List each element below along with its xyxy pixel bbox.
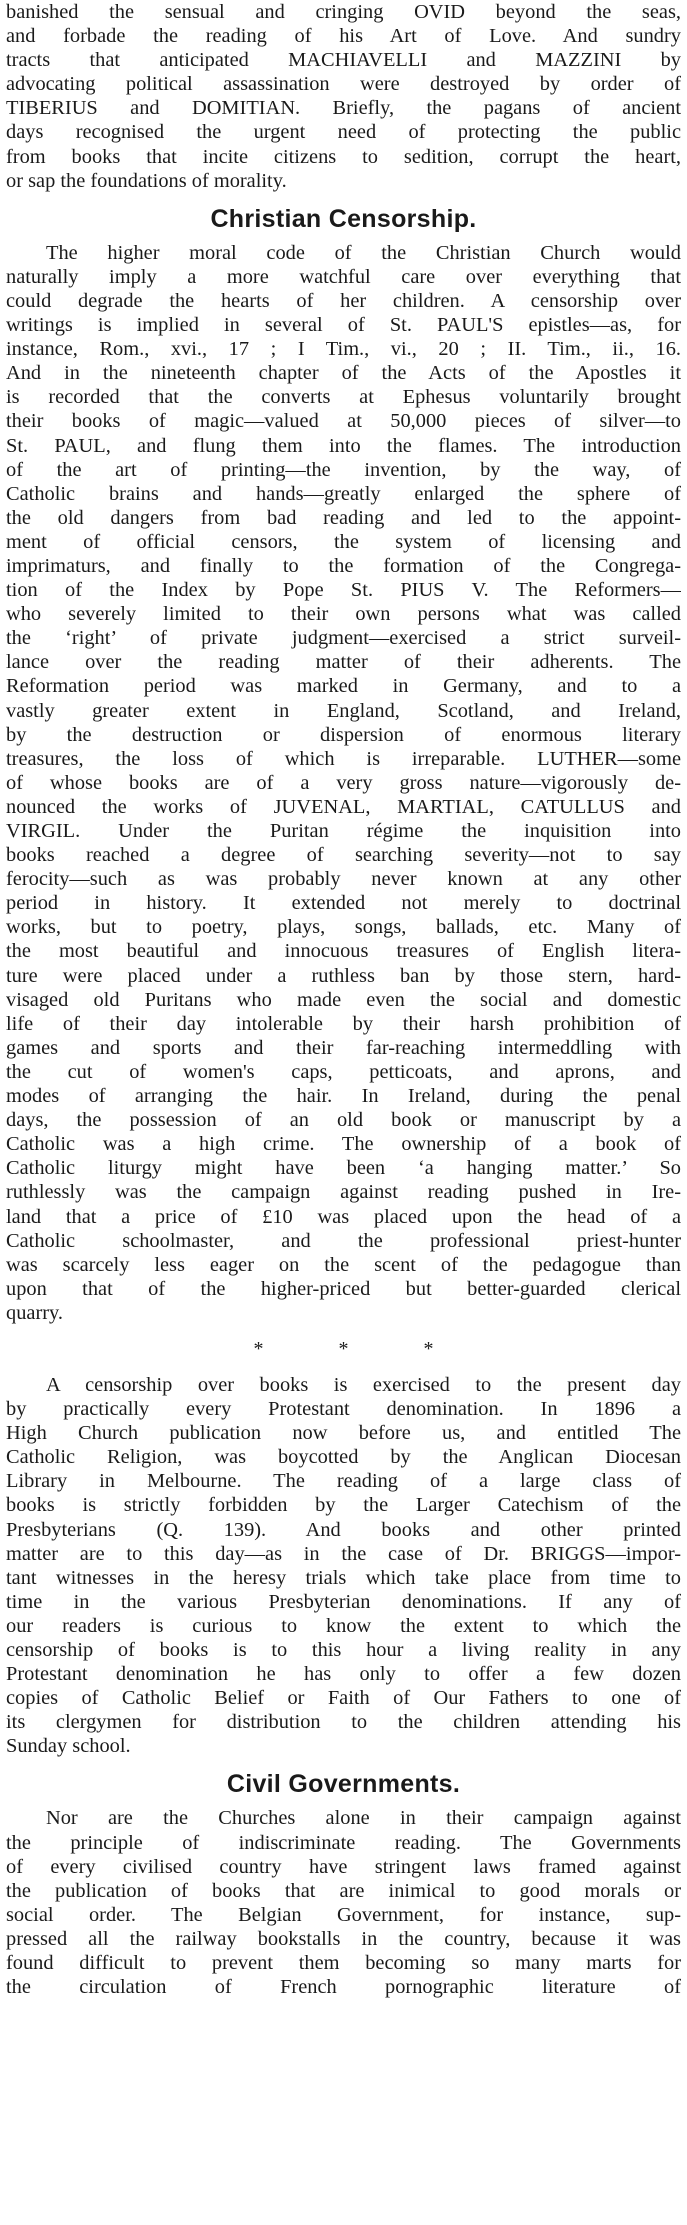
text-line: was scarcely less eager on the scent of the pedagogue than bbox=[6, 1253, 681, 1276]
text-line: Sunday school. bbox=[6, 1735, 131, 1758]
text-line: lance over the reading matter of their adherents. The bbox=[6, 651, 681, 674]
text-line: Catholic was a high crime. The ownership of a book of bbox=[6, 1133, 681, 1156]
text-line: naturally imply a more watchful care over everything that bbox=[6, 265, 681, 288]
text-line: its clergymen for distribution to the children attending his bbox=[6, 1711, 681, 1734]
text-line: Nor are the Churches alone in their campaign against bbox=[46, 1807, 681, 1830]
text-line: from books that incite citizens to sedition, corrupt the heart, bbox=[6, 145, 681, 168]
text-line: quarry. bbox=[6, 1301, 63, 1324]
text-line: days recognised the urgent need of protecting the public bbox=[6, 121, 681, 144]
text-line: banished the sensual and cringing OVID beyond the seas, bbox=[6, 1, 681, 23]
text-line: ferocity—such as was probably never known at any other bbox=[6, 868, 681, 891]
text-line: nounced the works of JUVENAL, MARTIAL, CATULLUS and bbox=[6, 795, 681, 818]
text-line: Catholic brains and hands—greatly enlarged the sphere of bbox=[6, 482, 681, 505]
text-line: and forbade the reading of his Art of Love. And sundry bbox=[6, 25, 681, 48]
text-line: the most beautiful and innocuous treasures of English litera- bbox=[6, 940, 681, 963]
text-line: the old dangers from bad reading and led to the appoint- bbox=[6, 506, 681, 529]
text-line: period in history. It extended not merely to doctrinal bbox=[6, 892, 681, 915]
text-line: TIBERIUS and DOMITIAN. Briefly, the pagans of ancient bbox=[6, 97, 681, 120]
text-line: life of their day intolerable by their harsh prohibition of bbox=[6, 1012, 681, 1035]
text-line: social order. The Belgian Government, for instance, sup- bbox=[6, 1903, 681, 1926]
text-line: treasures, the loss of which is irreparable. LUTHER—some bbox=[6, 747, 681, 770]
text-line: the ‘right’ of private judgment—exercised a strict surveil- bbox=[6, 627, 681, 650]
text-line: Reformation period was marked in Germany, and to a bbox=[6, 675, 681, 698]
text-line: games and sports and their far-reaching intermeddling with bbox=[6, 1036, 681, 1059]
text-line: their books of magic—valued at 50,000 pieces of silver—to bbox=[6, 410, 681, 433]
text-line: St. PAUL, and flung them into the flames. The introduction bbox=[6, 434, 681, 457]
text-line: VIRGIL. Under the Puritan régime the inquisition into bbox=[6, 820, 681, 842]
text-line: Catholic liturgy might have been ‘a hanging matter.’ So bbox=[6, 1157, 681, 1180]
text-line: land that a price of £10 was placed upon the head of a bbox=[6, 1205, 681, 1228]
text-line: ture were placed under a ruthless ban by those stern, hard- bbox=[6, 964, 681, 987]
text-line: of the art of printing—the invention, by the way, of bbox=[6, 458, 681, 481]
text-line: tion of the Index by Pope St. PIUS V. The Reformers— bbox=[6, 579, 681, 602]
text-line: And in the nineteenth chapter of the Acts of the Apostles it bbox=[6, 362, 681, 385]
paragraph-christian bbox=[6, 241, 681, 1325]
section-divider-asterisks: * * * bbox=[253, 1337, 434, 1360]
text-line: is recorded that the converts at Ephesus voluntarily brought bbox=[6, 386, 681, 409]
text-line: matter are to this day—as in the case of Dr. BRIGGS—impor- bbox=[6, 1542, 681, 1565]
text-line: visaged old Puritans who made even the social and domestic bbox=[6, 988, 681, 1011]
text-line: imprimaturs, and finally to the formation of the Congrega- bbox=[6, 554, 681, 577]
text-line: Protestant denomination he has only to offer a few dozen bbox=[6, 1663, 681, 1686]
text-line: The higher moral code of the Christian Church would bbox=[46, 241, 681, 264]
text-line: days, the possession of an old book or manuscript by a bbox=[6, 1109, 681, 1132]
text-line: Catholic Religion, was boycotted by the Anglican Diocesan bbox=[6, 1446, 681, 1469]
paragraph-protestant bbox=[6, 1373, 681, 1759]
text-line: works, but to poetry, plays, songs, ballads, etc. Many of bbox=[6, 916, 681, 939]
text-line: by the destruction or dispersion of enormous literary bbox=[6, 723, 681, 746]
text-line: the cut of women's caps, petticoats, and aprons, and bbox=[6, 1060, 681, 1083]
section-heading-civil-governments: Civil Governments. bbox=[226, 1770, 461, 1799]
text-line: Catholic schoolmaster, and the professional priest-hunter bbox=[6, 1229, 681, 1252]
text-line: instance, Rom., xvi., 17 ; I Tim., vi., 20 ; II. Tim., ii., 16. bbox=[6, 338, 681, 361]
section-heading-christian-censorship: Christian Censorship. bbox=[210, 204, 477, 233]
text-line: who severely limited to their own persons what was called bbox=[6, 603, 681, 626]
text-line: ment of official censors, the system of licensing and bbox=[6, 530, 681, 553]
text-line: High Church publication now before us, and entitled The bbox=[6, 1422, 681, 1445]
text-line: tant witnesses in the heresy trials which take place from time to bbox=[6, 1566, 681, 1589]
text-line: found difficult to prevent them becoming so many marts for bbox=[6, 1952, 681, 1975]
text-line: the circulation of French pornographic literature of bbox=[6, 1976, 681, 1999]
text-line: writings is implied in several of St. PAUL'S epistles—as, for bbox=[6, 314, 681, 337]
text-line: our readers is curious to know the extent to which the bbox=[6, 1614, 681, 1637]
text-line: by practically every Protestant denomination. In 1896 a bbox=[6, 1398, 681, 1421]
text-line: Presbyterians (Q. 139). And books and other printed bbox=[6, 1518, 681, 1541]
text-line: advocating political assassination were destroyed by order of bbox=[6, 73, 681, 96]
text-line: of every civilised country have stringent laws framed against bbox=[6, 1855, 681, 1878]
text-line: vastly greater extent in England, Scotland, and Ireland, bbox=[6, 699, 681, 722]
paragraph-civil bbox=[6, 1806, 681, 1999]
text-line: ruthlessly was the campaign against reading pushed in Ire- bbox=[6, 1181, 681, 1204]
text-line: pressed all the railway bookstalls in the country, because it was bbox=[6, 1927, 681, 1950]
text-line: Library in Melbourne. The reading of a large class of bbox=[6, 1470, 681, 1493]
paragraph-intro bbox=[6, 0, 681, 193]
text-line: or sap the foundations of morality. bbox=[6, 169, 287, 192]
text-line: could degrade the hearts of her children. A censorship over bbox=[6, 289, 681, 312]
text-line: upon that of the higher-priced but better-guarded clerical bbox=[6, 1277, 681, 1300]
text-line: books is strictly forbidden by the Larger Catechism of the bbox=[6, 1494, 681, 1517]
text-line: books reached a degree of searching severity—not to say bbox=[6, 844, 681, 867]
text-line: modes of arranging the hair. In Ireland, during the penal bbox=[6, 1085, 681, 1108]
text-line: copies of Catholic Belief or Faith of Our Fathers to one of bbox=[6, 1687, 681, 1710]
text-line: the principle of indiscriminate reading. The Governments bbox=[6, 1831, 681, 1854]
text-line: of whose books are of a very gross nature—vigorously de- bbox=[6, 771, 681, 794]
text-line: A censorship over books is exercised to the present day bbox=[46, 1373, 681, 1396]
text-line: censorship of books is to this hour a living reality in any bbox=[6, 1639, 681, 1661]
text-line: time in the various Presbyterian denominations. If any of bbox=[6, 1590, 681, 1613]
text-line: the publication of books that are inimical to good morals or bbox=[6, 1879, 681, 1902]
text-line: tracts that anticipated MACHIAVELLI and MAZZINI by bbox=[6, 49, 681, 72]
